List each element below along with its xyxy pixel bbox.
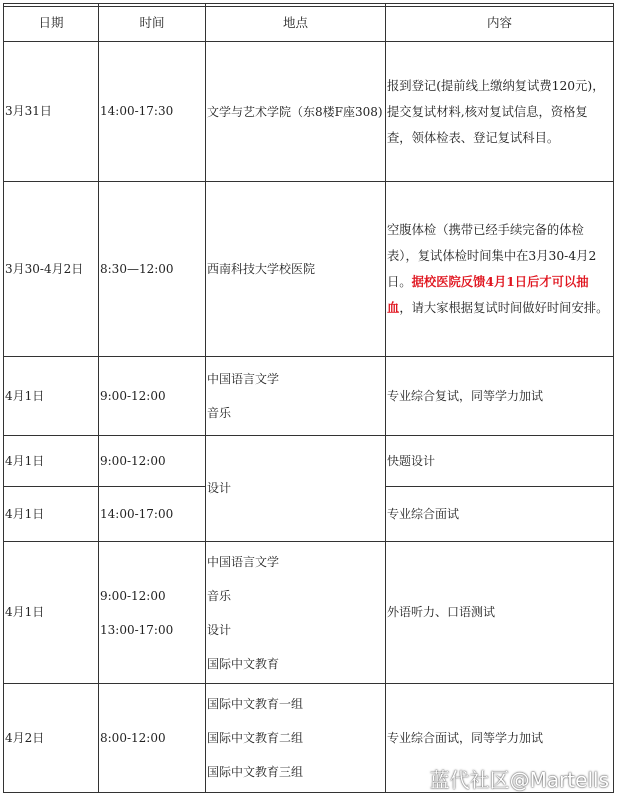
row7-place [207, 684, 383, 792]
row2-content-tail: ，请大家根据复试时间做好时间安排。 [399, 301, 609, 315]
place-line: 国际中文教育二组 [207, 731, 304, 745]
rule [98, 3, 99, 793]
place-line: 国际中文教育三组 [207, 765, 304, 779]
place-line: 中国语言文学 [207, 554, 280, 569]
rule [3, 3, 4, 793]
row5-date: 4月1日 [5, 506, 45, 521]
rule [205, 3, 206, 793]
rule [613, 3, 614, 793]
row2-place: 西南科技大学校医院 [207, 261, 316, 276]
place-line: 设计 [207, 622, 232, 637]
row6-time [100, 542, 204, 683]
row3-place [207, 357, 383, 435]
row7-content: 专业综合面试，同等学力加试 [387, 730, 544, 745]
time-line: 9:00-12:00 [100, 588, 166, 603]
row7-time: 8:00-12:00 [100, 730, 166, 745]
schedule-table [3, 3, 614, 793]
row6-place [207, 542, 383, 683]
row4-time: 9:00-12:00 [100, 453, 166, 468]
place-line: 音乐 [207, 406, 232, 420]
row2-content-text: 空腹体检（携带已经手续完备的体检表），复试体检时间集中在3月30-4月2日。 [387, 223, 597, 289]
row6-content: 外语听力、口语测试 [387, 605, 496, 619]
rows45-place: 设计 [207, 481, 232, 495]
row1-time: 14:00-17:30 [100, 104, 174, 118]
header-content: 内容 [486, 15, 512, 30]
row2-content-highlight: 据校医院反馈4月1日后才可以抽血 [387, 274, 589, 315]
row2-time: 8:30—12:00 [100, 261, 174, 276]
row4-date: 4月1日 [5, 453, 45, 468]
row1-content: 报到登记(提前线上缴纳复试费120元)，提交复试材料,核对复试信息，资格复查，领体检表、登记复试科目。 [387, 78, 605, 145]
rule [385, 3, 386, 793]
row3-content: 专业综合复试，同等学力加试 [387, 388, 544, 403]
row5-time: 14:00-17:00 [100, 506, 174, 521]
row1-date: 3月31日 [5, 104, 52, 118]
header-time: 时间 [139, 15, 165, 30]
row7-date: 4月2日 [5, 730, 45, 745]
row2-date: 3月30-4月2日 [5, 261, 84, 276]
place-line: 音乐 [207, 588, 232, 603]
place-line: 中国语言文学 [207, 372, 280, 386]
row2-content [387, 182, 609, 356]
time-line: 13:00-17:00 [100, 622, 174, 637]
row5-content: 专业综合面试 [387, 506, 460, 521]
header-date: 日期 [38, 15, 64, 30]
row3-date: 4月1日 [5, 388, 45, 403]
header-place: 地点 [282, 15, 308, 30]
watermark: 蓝代社区@Martells [429, 768, 609, 792]
row4-content: 快题设计 [387, 453, 436, 468]
row1-place: 文学与艺术学院（东8楼F座308) [207, 104, 383, 119]
row3-time: 9:00-12:00 [100, 388, 166, 403]
place-line: 国际中文教育一组 [207, 697, 304, 711]
place-line: 国际中文教育 [207, 656, 280, 671]
row6-date: 4月1日 [5, 605, 45, 619]
